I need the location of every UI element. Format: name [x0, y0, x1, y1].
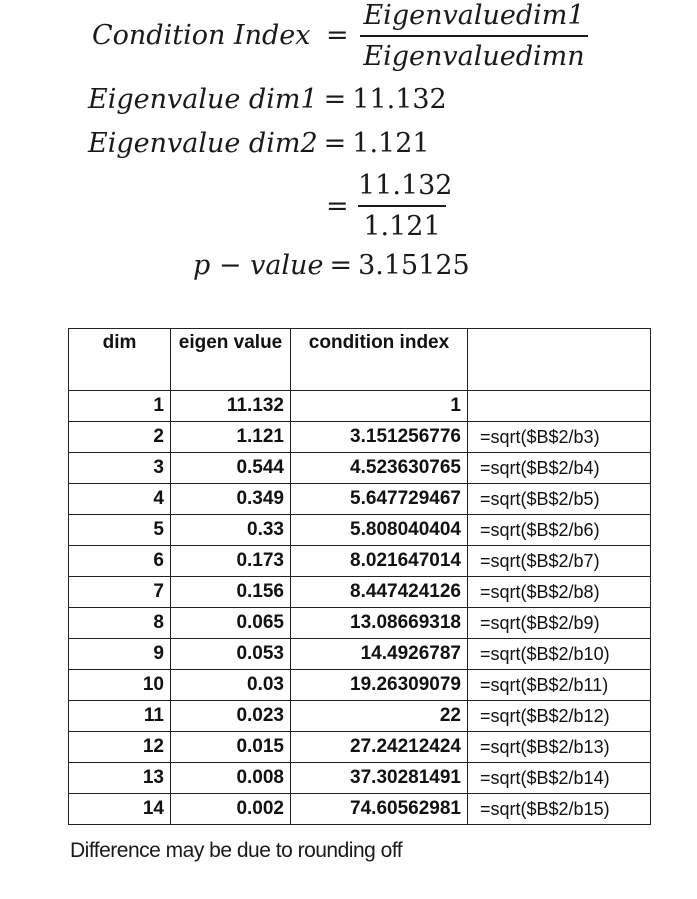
cell-condition-index: 19.26309079: [291, 670, 468, 701]
cell-formula: =sqrt($B$2/b12): [468, 701, 651, 732]
cell-condition-index: 37.30281491: [291, 763, 468, 794]
cell-dim: 11: [69, 701, 171, 732]
table-row: [69, 577, 651, 608]
table-row: [69, 639, 651, 670]
cell-condition-index: 3.151256776: [291, 422, 468, 453]
table-row: [69, 391, 651, 422]
equals-sign: =: [329, 250, 353, 281]
cell-formula: =sqrt($B$2/b13): [468, 732, 651, 763]
cell-formula: =sqrt($B$2/b8): [468, 577, 651, 608]
cell-condition-index: 27.24212424: [291, 732, 468, 763]
fraction-bar: [358, 205, 446, 207]
condition-index-fraction: [360, 2, 588, 70]
equals-sign: =: [326, 20, 349, 51]
table-row: [69, 670, 651, 701]
fraction-numerator: Eigenvaluedim1: [363, 0, 585, 31]
cell-condition-index: 14.4926787: [291, 639, 468, 670]
eigenvalue-dim2-equation: [88, 130, 430, 157]
cell-eigen-value: 0.002: [171, 794, 291, 825]
cell-eigen-value: 0.053: [171, 639, 291, 670]
table-header-row: [69, 329, 651, 391]
cell-dim: 10: [69, 670, 171, 701]
cell-condition-index: 4.523630765: [291, 453, 468, 484]
table-row: [69, 701, 651, 732]
cell-condition-index: 22: [291, 701, 468, 732]
fraction-denominator: Eigenvaluedimn: [363, 41, 585, 72]
p-value-label: p − value: [193, 250, 324, 281]
cell-dim: 12: [69, 732, 171, 763]
cell-dim: 8: [69, 608, 171, 639]
cell-dim: 14: [69, 794, 171, 825]
table-row: [69, 546, 651, 577]
cell-formula: =sqrt($B$2/b10): [468, 639, 651, 670]
cell-formula: =sqrt($B$2/b11): [468, 670, 651, 701]
cell-formula: =sqrt($B$2/b6): [468, 515, 651, 546]
p-value-value: 3.15125: [358, 250, 470, 281]
cell-formula: =sqrt($B$2/b7): [468, 546, 651, 577]
cell-eigen-value: 1.121: [171, 422, 291, 453]
cell-eigen-value: 0.33: [171, 515, 291, 546]
fraction-numerator: 11.132: [358, 170, 453, 201]
header-condition-index: condition index: [291, 329, 468, 391]
cell-condition-index: 5.808040404: [291, 515, 468, 546]
equals-sign: =: [323, 84, 347, 115]
cell-dim: 3: [69, 453, 171, 484]
cell-formula: =sqrt($B$2/b9): [468, 608, 651, 639]
cell-eigen-value: 0.156: [171, 577, 291, 608]
footnote: Difference may be due to rounding off: [70, 839, 403, 862]
cell-formula: =sqrt($B$2/b4): [468, 453, 651, 484]
eigenvalue-dim1-equation: [88, 86, 447, 113]
cell-dim: 5: [69, 515, 171, 546]
header-dim: dim: [69, 329, 171, 391]
cell-dim: 1: [69, 391, 171, 422]
p-value-equation: [193, 252, 470, 279]
eigenvalue-dim2-value: 1.121: [352, 128, 430, 159]
cell-condition-index: 1: [291, 391, 468, 422]
cell-condition-index: 74.60562981: [291, 794, 468, 825]
fraction-denominator: 1.121: [363, 211, 441, 242]
cell-formula: =sqrt($B$2/b3): [468, 422, 651, 453]
eigenvalue-dim2-label: Eigenvalue dim2: [88, 128, 318, 159]
cell-condition-index: 5.647729467: [291, 484, 468, 515]
cell-condition-index: 8.021647014: [291, 546, 468, 577]
eigenvalue-dim1-label: Eigenvalue dim1: [88, 84, 318, 115]
cell-formula: [468, 391, 651, 422]
equals-sign: =: [323, 128, 347, 159]
table-row: [69, 422, 651, 453]
cell-eigen-value: 11.132: [171, 391, 291, 422]
table-row: [69, 515, 651, 546]
fraction-bar: [360, 35, 588, 37]
cell-eigen-value: 0.015: [171, 732, 291, 763]
table-body: [69, 391, 651, 825]
table-row: [69, 763, 651, 794]
cell-dim: 13: [69, 763, 171, 794]
table-row: [69, 732, 651, 763]
cell-dim: 9: [69, 639, 171, 670]
ratio-fraction: [358, 170, 453, 242]
cell-eigen-value: 0.008: [171, 763, 291, 794]
condition-index-label: Condition Index: [92, 20, 311, 51]
eigenvalue-dim1-value: 11.132: [352, 84, 447, 115]
table-row: [69, 484, 651, 515]
cell-dim: 4: [69, 484, 171, 515]
equals-sign: =: [326, 191, 349, 222]
cell-eigen-value: 0.544: [171, 453, 291, 484]
cell-condition-index: 8.447424126: [291, 577, 468, 608]
cell-eigen-value: 0.349: [171, 484, 291, 515]
cell-eigen-value: 0.173: [171, 546, 291, 577]
table-row: [69, 608, 651, 639]
cell-dim: 2: [69, 422, 171, 453]
table-row: [69, 453, 651, 484]
table-row: [69, 794, 651, 825]
header-eigen-value: eigen value: [171, 329, 291, 391]
cell-formula: =sqrt($B$2/b14): [468, 763, 651, 794]
condition-index-table: [68, 328, 651, 825]
cell-dim: 7: [69, 577, 171, 608]
cell-eigen-value: 0.023: [171, 701, 291, 732]
cell-eigen-value: 0.065: [171, 608, 291, 639]
cell-eigen-value: 0.03: [171, 670, 291, 701]
cell-formula: =sqrt($B$2/b15): [468, 794, 651, 825]
header-formula: [468, 329, 651, 391]
cell-dim: 6: [69, 546, 171, 577]
cell-formula: =sqrt($B$2/b5): [468, 484, 651, 515]
cell-condition-index: 13.08669318: [291, 608, 468, 639]
